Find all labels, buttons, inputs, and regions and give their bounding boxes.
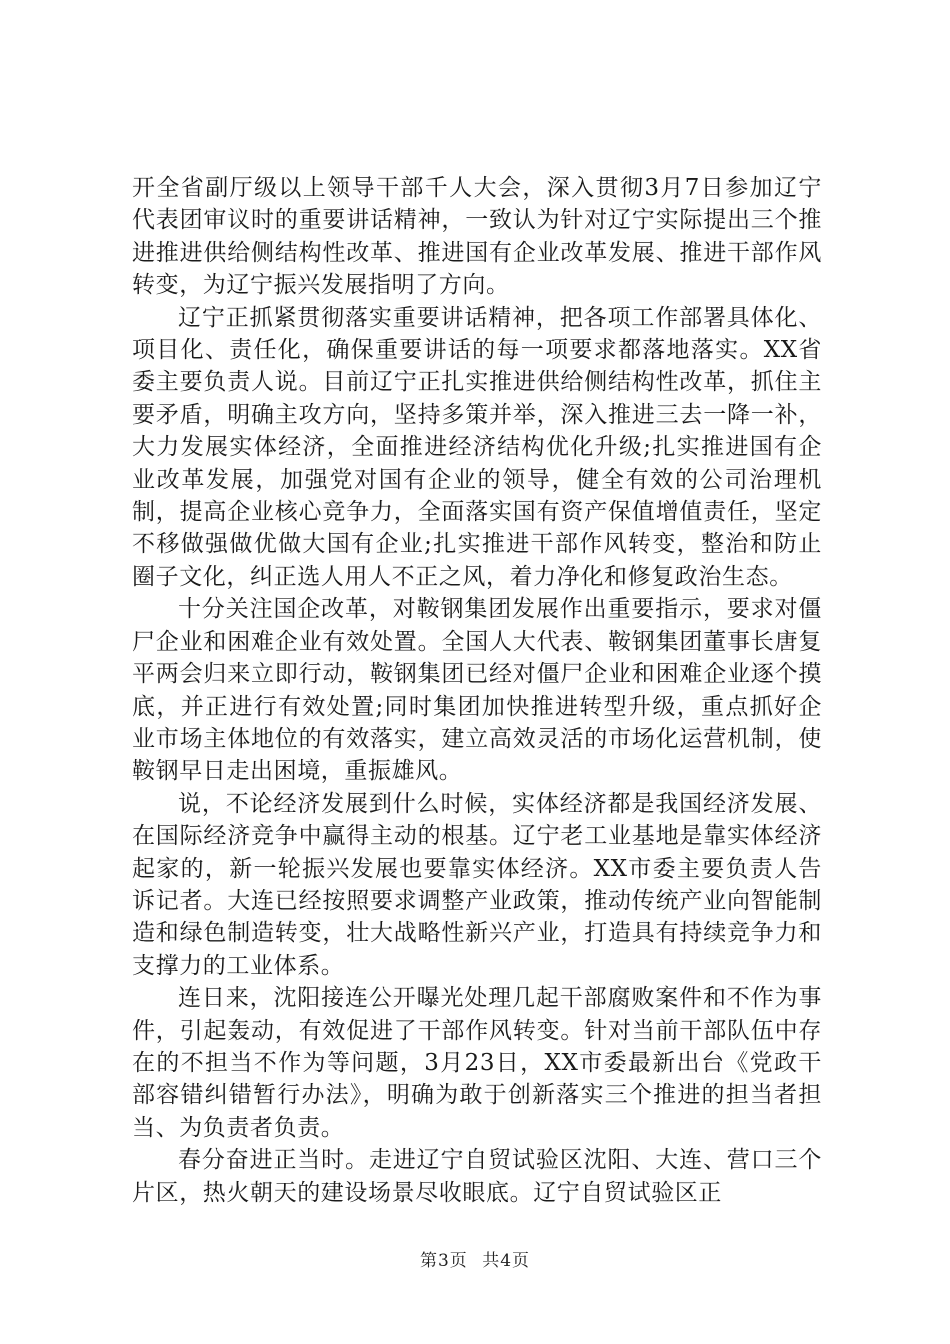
paragraph-6: 春分奋进正当时。走进辽宁自贸试验区沈阳、大连、营口三个片区，热火朝天的建设场景尽收眼底。辽宁自贸试验区正 <box>132 1147 822 1206</box>
page-footer <box>0 1246 950 1271</box>
paragraph-5: 连日来，沈阳接连公开曝光处理几起干部腐败案件和不作为事件，引起轰动，有效促进了干部作风转变。针对当前干部队伍中存在的不担当不作为等问题，3月23日，XX市委最新出台《党政干部容错纠错暂行办法》，明确为敢于创新落实三个推进的担当者担当、为负责者负责。 <box>132 985 822 1141</box>
page-number: 第3页 <box>419 1251 468 1271</box>
paragraph-3: 十分关注国企改革，对鞍钢集团发展作出重要指示，要求对僵尸企业和困难企业有效处置。全国人大代表、鞍钢集团董事长唐复平两会归来立即行动，鞍钢集团已经对僵尸企业和困难企业逐个摸底，并正进行有效处置;同时集团加快推进转型升级，重点抓好企业市场主体地位的有效落实，建立高效灵活的市场化运营机制，使鞍钢早日走出困境，重振雄风。 <box>132 596 822 785</box>
page-total: 共4页 <box>482 1251 531 1271</box>
paragraph-1: 开全省副厅级以上领导干部千人大会，深入贯彻3月7日参加辽宁代表团审议时的重要讲话精神，一致认为针对辽宁实际提出三个推进推进供给侧结构性改革、推进国有企业改革发展、推进干部作风转变，为辽宁振兴发展指明了方向。 <box>132 175 822 299</box>
paragraph-2: 辽宁正抓紧贯彻落实重要讲话精神，把各项工作部署具体化、项目化、责任化，确保重要讲话的每一项要求都落地落实。XX省委主要负责人说。目前辽宁正扎实推进供给侧结构性改革，抓住主要矛盾，明确主攻方向，坚持多策并举，深入推进三去一降一补，大力发展实体经济，全面推进经济结构优化升级;扎实推进国有企业改革发展，加强党对国有企业的领导，健全有效的公司治理机制，提高企业核心竞争力，全面落实国有资产保值增值责任，坚定不移做强做优做大国有企业;扎实推进干部作风转变，整治和防止圈子文化，纠正选人用人不正之风，着力净化和修复政治生态。 <box>132 304 822 590</box>
document-body <box>132 172 822 1209</box>
paragraph-4: 说，不论经济发展到什么时候，实体经济都是我国经济发展、在国际经济竞争中赢得主动的根基。辽宁老工业基地是靠实体经济起家的，新一轮振兴发展也要靠实体经济。XX市委主要负责人告诉记者。大连已经按照要求调整产业政策，推动传统产业向智能制造和绿色制造转变，壮大战略性新兴产业，打造具有持续竞争力和支撑力的工业体系。 <box>132 790 822 979</box>
